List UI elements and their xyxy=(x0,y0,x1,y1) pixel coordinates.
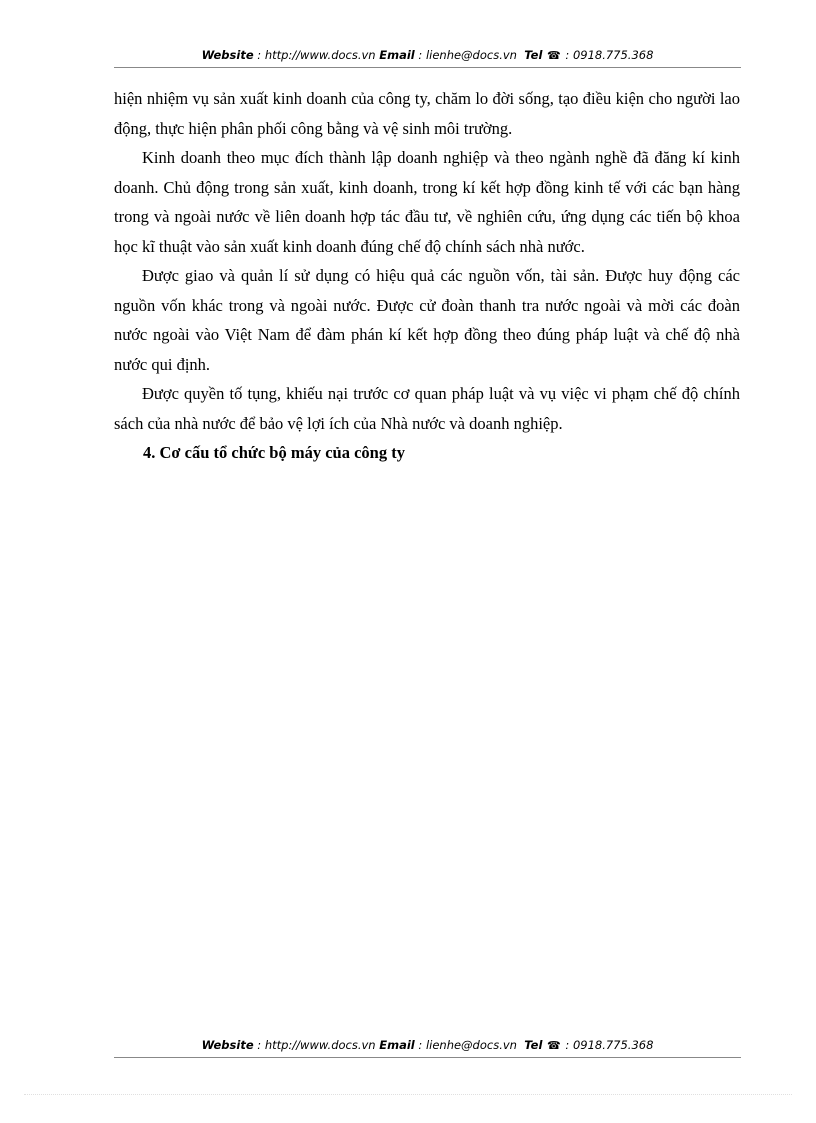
document-body xyxy=(114,84,740,468)
footer-email-sep: : xyxy=(414,1038,426,1052)
footer-website-sep: : xyxy=(253,1038,265,1052)
phone-icon: ☎ xyxy=(547,49,561,62)
footer-tel-sep: : xyxy=(561,1038,573,1052)
footer-email-label: Email xyxy=(379,1038,415,1052)
footer-website-label: Website xyxy=(201,1038,254,1052)
header-tel-label: Tel xyxy=(524,48,543,62)
header-email-link[interactable]: lienhe@docs.vn xyxy=(425,48,517,62)
header-email-sep: : xyxy=(414,48,426,62)
paragraph-1: hiện nhiệm vụ sản xuất kinh doanh của công ty, chăm lo đời sống, tạo điều kiện cho người lao động, thực hiện phân phối công bằng và vệ sinh môi trường. xyxy=(114,89,740,138)
page-edge-divider xyxy=(24,1094,792,1095)
footer-tel-value: 0918.775.368 xyxy=(572,1038,654,1052)
header-tel-sep: : xyxy=(561,48,573,62)
footer-email-link[interactable]: lienhe@docs.vn xyxy=(425,1038,517,1052)
footer-website-link[interactable]: http://www.docs.vn xyxy=(264,1038,376,1052)
paragraph-4: Được quyền tố tụng, khiếu nại trước cơ quan pháp luật và vụ việc vi phạm chế độ chính sách của nhà nước để bảo vệ lợi ích của Nhà nước và doanh nghiệp. xyxy=(114,384,740,433)
paragraph-2: Kinh doanh theo mục đích thành lập doanh nghiệp và theo ngành nghề đã đăng kí kinh doanh. Chủ động trong sản xuất, kinh doanh, trong kí kết hợp đồng kinh tế với các bạn hàng trong và ngoài nước về liên doanh hợp tác đầu tư, về nghiên cứu, ứng dụng các tiến bộ khoa học kĩ thuật vào sản xuất kinh doanh đúng chế độ chính sách nhà nước. xyxy=(114,148,740,256)
header-website-sep: : xyxy=(253,48,265,62)
header-website-label: Website xyxy=(201,48,254,62)
header-tel-value: 0918.775.368 xyxy=(572,48,654,62)
section-heading: 4. Cơ cấu tổ chức bộ máy của công ty xyxy=(143,443,405,462)
footer-tel-label: Tel xyxy=(524,1038,543,1052)
page-footer xyxy=(114,1037,741,1058)
phone-icon: ☎ xyxy=(547,1039,561,1052)
header-email-label: Email xyxy=(379,48,415,62)
page-header xyxy=(114,47,741,68)
header-website-link[interactable]: http://www.docs.vn xyxy=(264,48,376,62)
paragraph-3: Được giao và quản lí sử dụng có hiệu quả các nguồn vốn, tài sản. Được huy động các nguồn vốn khác trong và ngoài nước. Được cử đoàn thanh tra nước ngoài và mời các đoàn nước ngoài vào Việt Nam để đàm phán kí kết hợp đồng theo đúng pháp luật và chế độ nhà nước qui định. xyxy=(114,266,740,374)
